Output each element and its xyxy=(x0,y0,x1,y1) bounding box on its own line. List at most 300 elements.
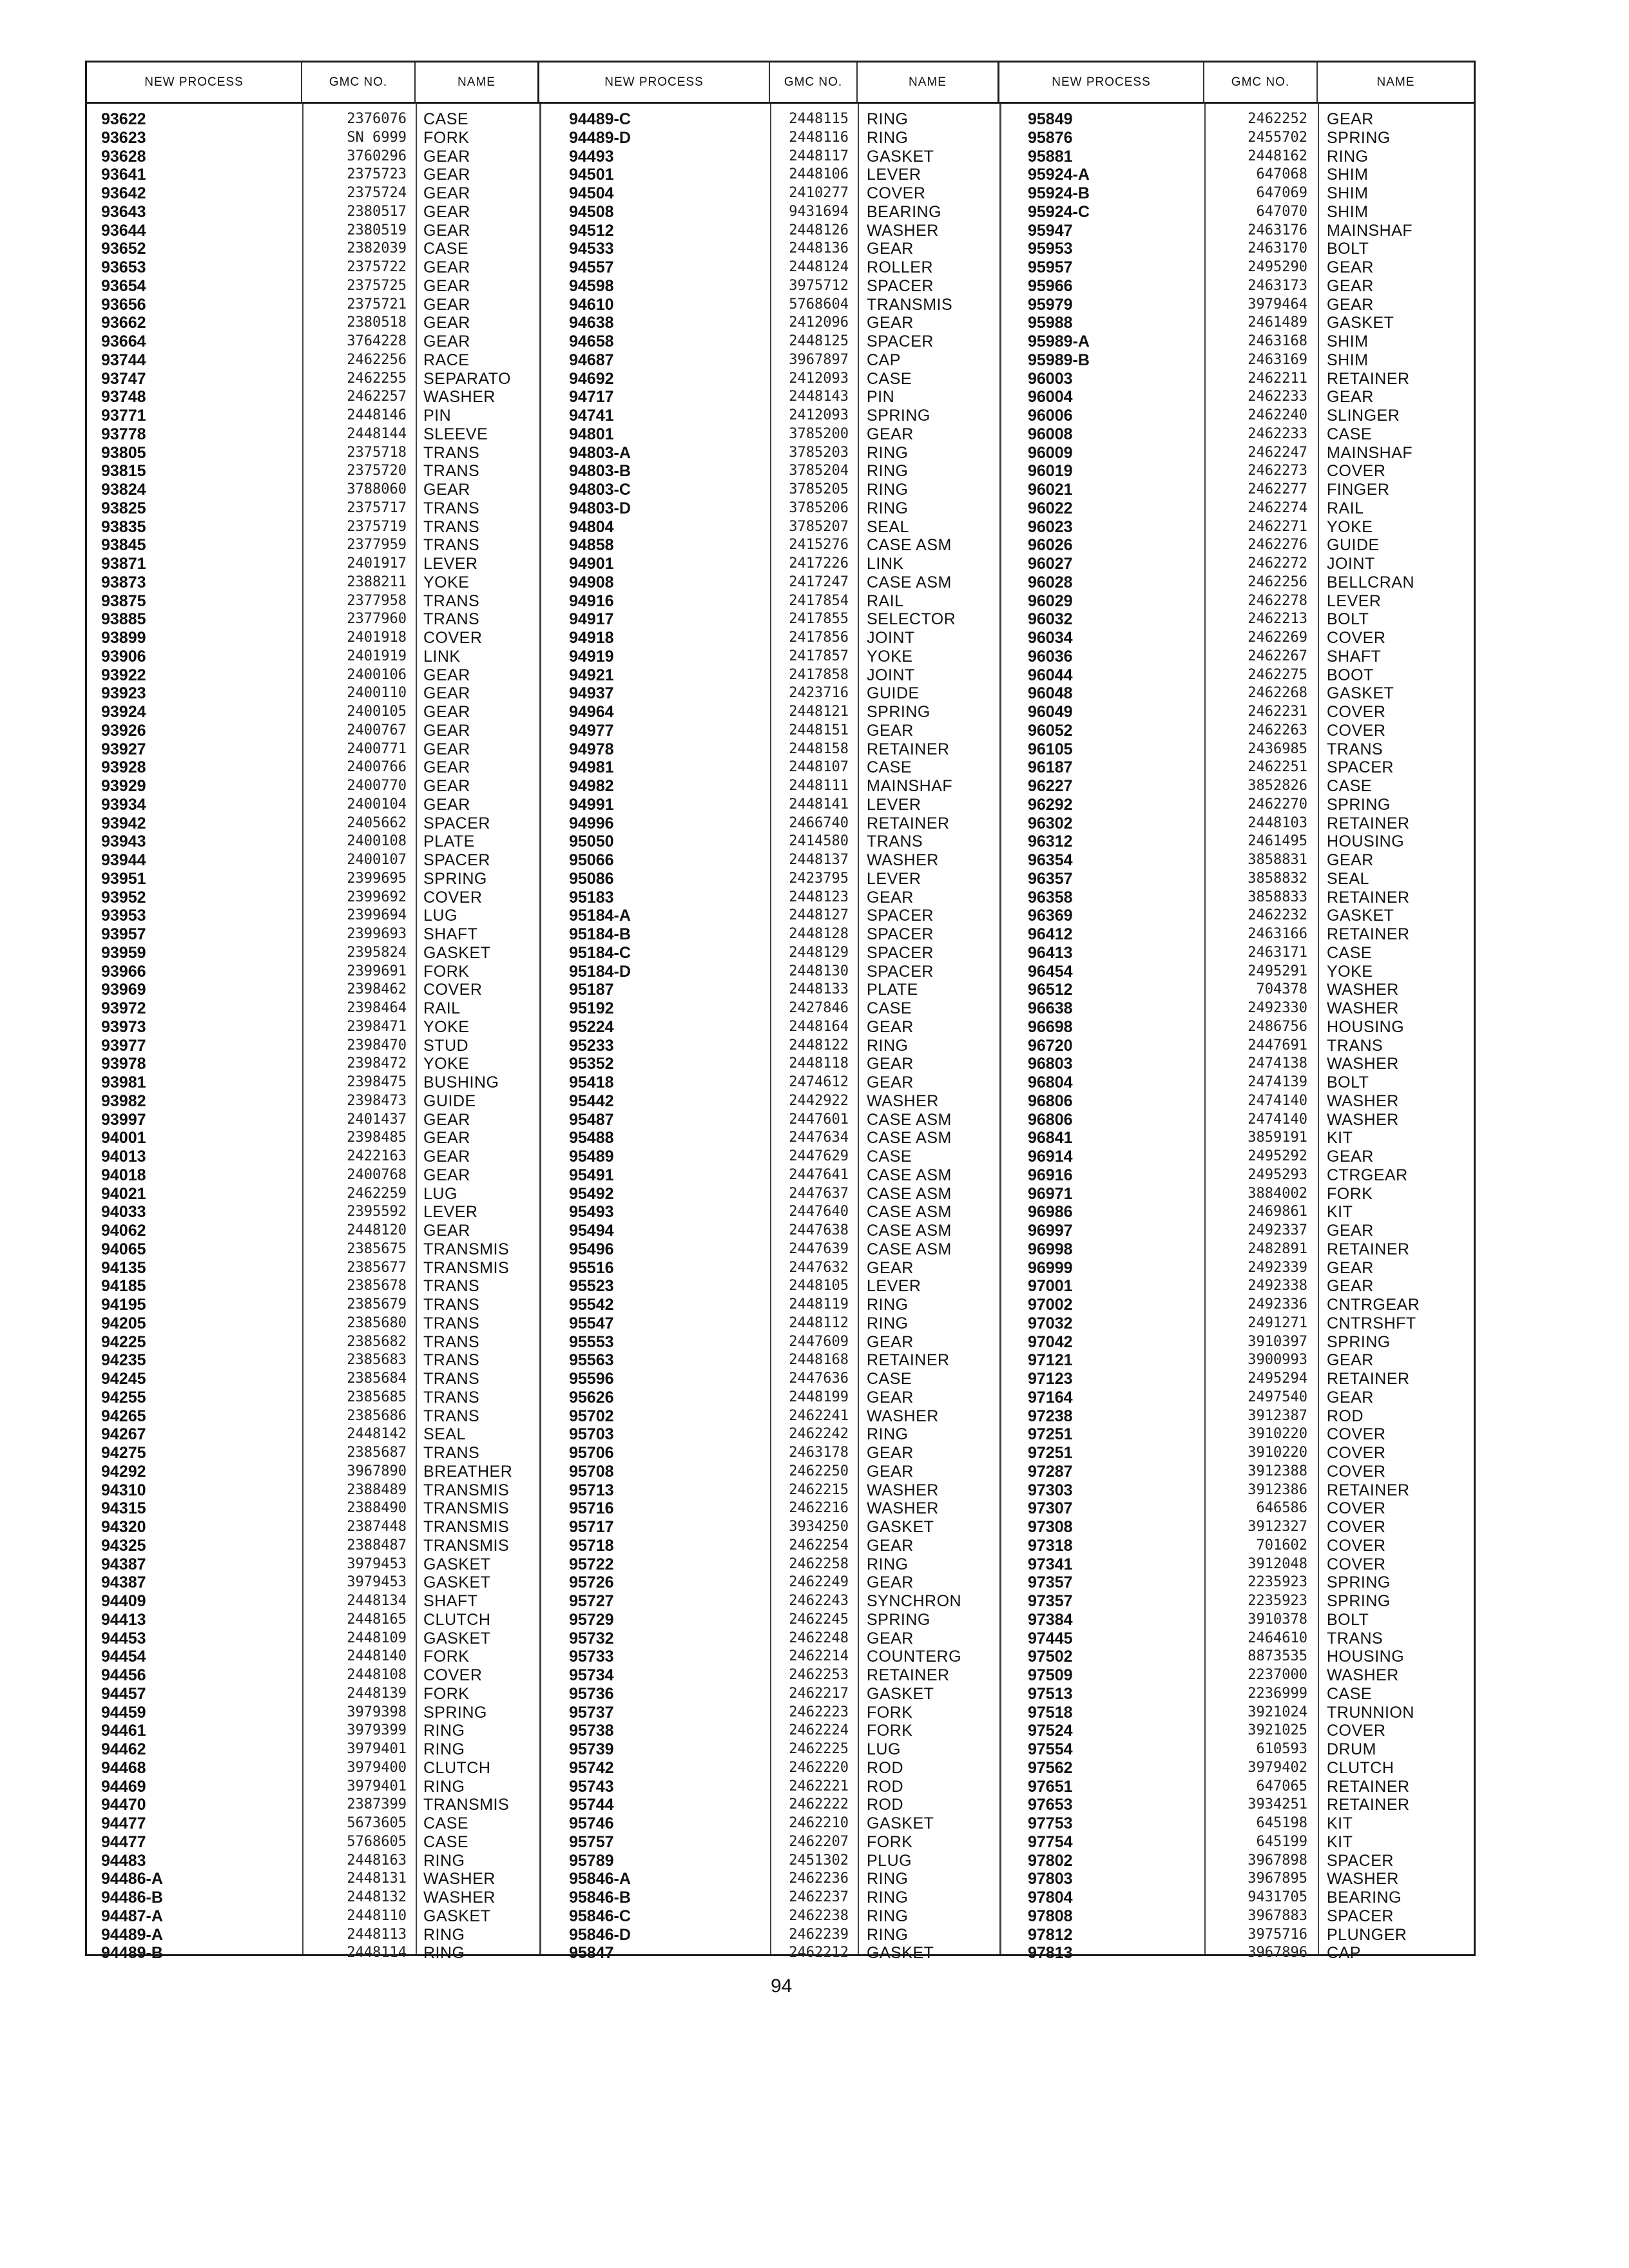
name-cell: GEAR xyxy=(867,721,914,740)
name-cell: ROD xyxy=(1327,1407,1364,1425)
new-process-cell: 94461 xyxy=(101,1722,146,1740)
gmc-no-cell: 2462213 xyxy=(1248,611,1307,628)
new-process-cell: 95523 xyxy=(569,1277,614,1296)
gmc-no-cell: 2462258 xyxy=(789,1555,849,1572)
gmc-no-cell: 2375722 xyxy=(347,259,407,275)
name-cell: GEAR xyxy=(423,1166,470,1184)
new-process-cell: 93942 xyxy=(101,814,146,832)
name-cell: LUG xyxy=(423,1184,458,1203)
new-process-cell: 94598 xyxy=(569,276,614,295)
name-cell: YOKE xyxy=(1327,517,1373,536)
new-process-cell: 94065 xyxy=(101,1240,146,1258)
gmc-no-cell: 2448103 xyxy=(1248,814,1307,831)
name-cell: WASHER xyxy=(1327,981,1399,999)
gmc-no-cell: 2399695 xyxy=(347,870,407,887)
name-cell: TRANS xyxy=(423,1370,480,1388)
new-process-cell: 93845 xyxy=(101,536,146,555)
new-process-cell: 94921 xyxy=(569,666,614,684)
gmc-no-cell: 2448158 xyxy=(789,740,849,757)
gmc-no-cell: 3967890 xyxy=(347,1463,407,1479)
new-process-cell: 94310 xyxy=(101,1481,146,1499)
gmc-no-cell: 2399693 xyxy=(347,926,407,942)
new-process-cell: 95722 xyxy=(569,1555,614,1573)
gmc-no-cell: 2462222 xyxy=(789,1796,849,1813)
name-cell: RING xyxy=(867,1888,909,1907)
name-cell: GEAR xyxy=(1327,1148,1374,1166)
new-process-cell: 96720 xyxy=(1028,1036,1073,1055)
gmc-no-cell: 5673605 xyxy=(347,1815,407,1831)
name-cell: GEAR xyxy=(867,1017,914,1036)
new-process-cell: 97042 xyxy=(1028,1332,1073,1351)
new-process-cell: 97287 xyxy=(1028,1462,1073,1481)
gmc-no-cell: 2387399 xyxy=(347,1796,407,1813)
new-process-cell: 94991 xyxy=(569,795,614,814)
name-cell: COVER xyxy=(423,629,483,647)
name-cell: RING xyxy=(423,1851,465,1870)
new-process-cell: 94320 xyxy=(101,1518,146,1536)
name-cell: TRANS xyxy=(1327,1036,1383,1055)
name-cell: TRANS xyxy=(423,462,480,481)
name-cell: SPACER xyxy=(867,276,934,295)
gmc-no-cell: 2462250 xyxy=(789,1463,849,1479)
new-process-cell: 94512 xyxy=(569,221,614,240)
new-process-cell: 95716 xyxy=(569,1499,614,1518)
new-process-cell: 95491 xyxy=(569,1166,614,1184)
name-cell: COVER xyxy=(423,981,483,999)
new-process-cell: 95924-B xyxy=(1028,184,1090,202)
gmc-no-cell: 2462231 xyxy=(1248,704,1307,720)
new-process-cell: 94387 xyxy=(101,1573,146,1592)
name-cell: LEVER xyxy=(867,166,921,184)
new-process-cell: 93644 xyxy=(101,221,146,240)
gmc-no-cell: 2462276 xyxy=(1248,537,1307,553)
name-cell: CASE ASM xyxy=(867,536,952,555)
name-cell: SPRING xyxy=(867,407,930,425)
name-cell: JOINT xyxy=(867,629,915,647)
new-process-cell: 97308 xyxy=(1028,1518,1073,1536)
new-process-cell: 93966 xyxy=(101,962,146,981)
new-process-cell: 97562 xyxy=(1028,1758,1073,1777)
new-process-cell: 94981 xyxy=(569,758,614,777)
new-process-cell: 94919 xyxy=(569,647,614,666)
gmc-no-cell: 2448124 xyxy=(789,259,849,275)
new-process-column-1 xyxy=(101,110,294,1963)
gmc-no-cell: 2417855 xyxy=(789,611,849,628)
new-process-cell: 94225 xyxy=(101,1332,146,1351)
gmc-no-cell: 647065 xyxy=(1256,1778,1307,1794)
new-process-cell: 94489-C xyxy=(569,110,631,128)
new-process-cell: 94470 xyxy=(101,1796,146,1814)
new-process-cell: 94557 xyxy=(569,258,614,276)
name-cell: YOKE xyxy=(1327,962,1373,981)
name-cell: PLUNGER xyxy=(1327,1925,1407,1944)
name-cell: LINK xyxy=(423,647,461,666)
gmc-no-cell: 2495293 xyxy=(1248,1166,1307,1183)
name-cell: COVER xyxy=(1327,1555,1386,1573)
new-process-cell: 94468 xyxy=(101,1758,146,1777)
gmc-no-cell: 2462239 xyxy=(789,1926,849,1943)
new-process-cell: 93997 xyxy=(101,1110,146,1129)
gmc-no-cell: 2385684 xyxy=(347,1370,407,1387)
new-process-cell: 94413 xyxy=(101,1610,146,1629)
name-cell: CASE ASM xyxy=(867,1240,952,1258)
gmc-no-cell: 2398475 xyxy=(347,1074,407,1090)
name-cell: TRANS xyxy=(867,832,923,851)
name-cell: CASE xyxy=(867,1148,912,1166)
name-cell: GEAR xyxy=(423,332,470,351)
new-process-cell: 93653 xyxy=(101,258,146,276)
column-divider xyxy=(416,104,417,1954)
gmc-no-cell: 2399692 xyxy=(347,889,407,905)
new-process-cell: 96036 xyxy=(1028,647,1073,666)
gmc-no-cell: 5768605 xyxy=(347,1833,407,1850)
name-cell: SHIM xyxy=(1327,351,1369,369)
new-process-cell: 95729 xyxy=(569,1610,614,1629)
gmc-no-cell: 2448128 xyxy=(789,926,849,942)
name-cell: CASE xyxy=(867,1370,912,1388)
gmc-no-cell: 2462270 xyxy=(1248,796,1307,812)
gmc-no-cell: 9431705 xyxy=(1248,1889,1307,1905)
name-cell: TRANS xyxy=(423,443,480,462)
name-cell: RETAINER xyxy=(867,814,950,832)
name-cell: WASHER xyxy=(1327,1091,1399,1110)
gmc-no-cell: 2447637 xyxy=(789,1185,849,1202)
gmc-no-cell: 3967895 xyxy=(1248,1870,1307,1887)
name-cell: LEVER xyxy=(423,1203,478,1222)
new-process-cell: 93824 xyxy=(101,481,146,499)
gmc-no-cell: 2448107 xyxy=(789,759,849,776)
gmc-no-cell: 2401918 xyxy=(347,629,407,646)
gmc-no-cell: 2388490 xyxy=(347,1500,407,1517)
new-process-cell: 96916 xyxy=(1028,1166,1073,1184)
gmc-no-cell: 2462225 xyxy=(789,1741,849,1757)
new-process-cell: 95876 xyxy=(1028,128,1073,147)
new-process-cell: 94267 xyxy=(101,1425,146,1444)
gmc-no-cell: 2382039 xyxy=(347,240,407,257)
new-process-cell: 94638 xyxy=(569,314,614,332)
name-cell: PLUG xyxy=(867,1851,912,1870)
name-cell: SHAFT xyxy=(423,1592,478,1610)
new-process-cell: 95846-A xyxy=(569,1870,631,1888)
name-cell: CASE ASM xyxy=(867,1110,952,1129)
name-cell: CASE ASM xyxy=(867,1129,952,1148)
name-cell: KIT xyxy=(1327,1129,1353,1148)
name-cell: RING xyxy=(867,110,909,128)
new-process-cell: 95050 xyxy=(569,832,614,851)
gmc-no-cell: 2448139 xyxy=(347,1685,407,1702)
new-process-cell: 95736 xyxy=(569,1684,614,1703)
name-cell: GEAR xyxy=(423,147,470,166)
name-cell: GUIDE xyxy=(1327,536,1380,555)
name-cell: GEAR xyxy=(1327,295,1374,314)
name-cell: WASHER xyxy=(867,1481,939,1499)
new-process-column-3 xyxy=(1028,110,1195,1963)
name-cell: GASKET xyxy=(1327,907,1394,925)
new-process-cell: 94803-A xyxy=(569,443,631,462)
gmc-no-cell: 2492336 xyxy=(1248,1296,1307,1312)
name-cell: FORK xyxy=(423,1684,470,1703)
name-cell: GEAR xyxy=(867,314,914,332)
new-process-cell: 94453 xyxy=(101,1629,146,1648)
new-process-cell: 94135 xyxy=(101,1258,146,1277)
new-process-cell: 94245 xyxy=(101,1370,146,1388)
gmc-no-cell: 2401919 xyxy=(347,648,407,664)
gmc-no-cell: 2375717 xyxy=(347,499,407,516)
name-cell: RING xyxy=(867,1296,909,1314)
gmc-no-cell: 3884002 xyxy=(1248,1185,1307,1202)
name-cell: SPACER xyxy=(1327,1851,1394,1870)
name-cell: MAINSHAF xyxy=(867,777,953,795)
name-cell: GEAR xyxy=(423,703,470,721)
gmc-no-cell: SN 6999 xyxy=(347,129,407,146)
name-cell: COUNTERG xyxy=(867,1648,962,1666)
gmc-no-cell: 2448108 xyxy=(347,1667,407,1683)
gmc-no-cell: 2448112 xyxy=(789,1314,849,1331)
name-cell: RAIL xyxy=(423,999,461,1017)
name-cell: CNTRGEAR xyxy=(1327,1296,1420,1314)
gmc-no-cell: 2462237 xyxy=(789,1889,849,1905)
new-process-cell: 94483 xyxy=(101,1851,146,1870)
name-cell: RING xyxy=(1327,147,1369,166)
gmc-no-cell: 2400108 xyxy=(347,833,407,850)
name-cell: SHIM xyxy=(1327,184,1369,202)
new-process-cell: 93929 xyxy=(101,777,146,795)
name-cell: GEAR xyxy=(423,481,470,499)
gmc-no-cell: 2495291 xyxy=(1248,963,1307,979)
new-process-cell: 95846-B xyxy=(569,1888,631,1907)
new-process-cell: 96638 xyxy=(1028,999,1073,1017)
new-process-cell: 94387 xyxy=(101,1555,146,1573)
new-process-cell: 95442 xyxy=(569,1091,614,1110)
new-process-cell: 95233 xyxy=(569,1036,614,1055)
new-process-cell: 95947 xyxy=(1028,221,1073,240)
gmc-no-cell: 3934250 xyxy=(789,1519,849,1535)
gmc-no-cell: 2455702 xyxy=(1248,129,1307,146)
new-process-cell: 93943 xyxy=(101,832,146,851)
name-cell: SHAFT xyxy=(423,925,478,943)
new-process-cell: 95542 xyxy=(569,1296,614,1314)
new-process-cell: 93875 xyxy=(101,591,146,610)
gmc-no-cell: 2385682 xyxy=(347,1333,407,1350)
gmc-no-cell: 2462278 xyxy=(1248,592,1307,609)
gmc-no-cell: 2447609 xyxy=(789,1333,849,1350)
name-cell: BOLT xyxy=(1327,610,1369,629)
new-process-cell: 95086 xyxy=(569,869,614,888)
name-cell: YOKE xyxy=(423,1017,470,1036)
name-cell: SPRING xyxy=(1327,1592,1391,1610)
name-cell: TRANS xyxy=(423,1351,480,1370)
new-process-cell: 97518 xyxy=(1028,1703,1073,1722)
gmc-no-cell: 2398471 xyxy=(347,1018,407,1035)
name-cell: COVER xyxy=(1327,1499,1386,1518)
name-cell: TRANS xyxy=(423,1407,480,1425)
name-cell: YOKE xyxy=(423,573,470,591)
gmc-no-cell: 2375719 xyxy=(347,518,407,535)
name-cell: GEAR xyxy=(1327,1388,1374,1407)
name-cell: GEAR xyxy=(423,314,470,332)
name-cell: SPACER xyxy=(867,907,934,925)
new-process-cell: 94964 xyxy=(569,703,614,721)
new-process-cell: 96354 xyxy=(1028,851,1073,869)
gmc-no-cell: 5768604 xyxy=(789,296,849,312)
gmc-no-cell: 2237000 xyxy=(1248,1667,1307,1683)
new-process-cell: 94493 xyxy=(569,147,614,166)
name-cell: SEPARATO xyxy=(423,369,511,388)
header-name: NAME xyxy=(416,62,539,104)
new-process-cell: 95742 xyxy=(569,1758,614,1777)
gmc-no-cell: 2447641 xyxy=(789,1166,849,1183)
name-cell: RING xyxy=(867,481,909,499)
gmc-no-cell: 3979399 xyxy=(347,1722,407,1739)
name-cell: LEVER xyxy=(867,869,921,888)
name-cell: CASE ASM xyxy=(867,1184,952,1203)
new-process-cell: 94486-A xyxy=(101,1870,163,1888)
header-new-process: NEW PROCESS xyxy=(999,62,1204,104)
new-process-cell: 94195 xyxy=(101,1296,146,1314)
new-process-cell: 94457 xyxy=(101,1684,146,1703)
name-cell: WASHER xyxy=(867,1091,939,1110)
name-cell: TRANS xyxy=(423,1314,480,1332)
name-cell: TRANS xyxy=(423,1332,480,1351)
name-cell: CASE xyxy=(423,240,469,258)
name-cell: BOLT xyxy=(1327,1610,1369,1629)
gmc-no-cell: 3967883 xyxy=(1248,1907,1307,1924)
gmc-no-cell: 2422163 xyxy=(347,1148,407,1164)
name-cell: RING xyxy=(867,1870,909,1888)
gmc-no-cell: 2400107 xyxy=(347,852,407,868)
new-process-cell: 94489-A xyxy=(101,1925,163,1944)
name-cell: SPACER xyxy=(867,925,934,943)
gmc-no-cell: 2448151 xyxy=(789,722,849,738)
gmc-no-cell: 2451302 xyxy=(789,1852,849,1869)
gmc-no-cell: 2387448 xyxy=(347,1519,407,1535)
gmc-no-cell: 2448137 xyxy=(789,852,849,868)
new-process-cell: 97524 xyxy=(1028,1722,1073,1740)
gmc-no-cell: 2462274 xyxy=(1248,499,1307,516)
gmc-no-cell: 3785206 xyxy=(789,499,849,516)
name-cell: RING xyxy=(867,1907,909,1925)
gmc-no-cell: 2385678 xyxy=(347,1278,407,1294)
new-process-cell: 96998 xyxy=(1028,1240,1073,1258)
name-cell: RETAINER xyxy=(1327,1240,1410,1258)
new-process-cell: 97251 xyxy=(1028,1444,1073,1462)
new-process-cell: 96028 xyxy=(1028,573,1073,591)
gmc-no-cell: 3934251 xyxy=(1248,1796,1307,1813)
name-cell: PLATE xyxy=(423,832,475,851)
gmc-no-cell: 2400767 xyxy=(347,722,407,738)
name-cell: GEAR xyxy=(867,1258,914,1277)
gmc-no-cell: 2462248 xyxy=(789,1629,849,1646)
name-cell: GEAR xyxy=(423,295,470,314)
name-cell: TRANSMIS xyxy=(423,1796,510,1814)
gmc-no-cell: 2398473 xyxy=(347,1092,407,1109)
new-process-cell: 95516 xyxy=(569,1258,614,1277)
gmc-no-cell: 2448162 xyxy=(1248,148,1307,164)
name-cell: HOUSING xyxy=(1327,1648,1405,1666)
gmc-no-cell: 2462220 xyxy=(789,1759,849,1776)
gmc-no-cell: 2448119 xyxy=(789,1296,849,1312)
name-cell: SPRING xyxy=(867,1610,930,1629)
gmc-no-cell: 645198 xyxy=(1256,1815,1307,1831)
new-process-cell: 94803-D xyxy=(569,499,631,517)
gmc-no-cell: 2377960 xyxy=(347,611,407,628)
new-process-cell: 96971 xyxy=(1028,1184,1073,1203)
name-cell: SPRING xyxy=(1327,795,1391,814)
new-process-cell: 96804 xyxy=(1028,1073,1073,1091)
gmc-no-cell: 2395592 xyxy=(347,1204,407,1220)
new-process-cell: 93652 xyxy=(101,240,146,258)
name-cell: GUIDE xyxy=(423,1091,476,1110)
new-process-cell: 96512 xyxy=(1028,981,1073,999)
gmc-no-cell: 2448120 xyxy=(347,1222,407,1238)
name-cell: FORK xyxy=(867,1722,913,1740)
gmc-no-cell: 2398464 xyxy=(347,1000,407,1016)
gmc-no-cell: 2462254 xyxy=(789,1537,849,1553)
gmc-no-cell: 2398472 xyxy=(347,1055,407,1072)
new-process-cell: 96292 xyxy=(1028,795,1073,814)
new-process-cell: 94937 xyxy=(569,684,614,703)
new-process-cell: 94462 xyxy=(101,1740,146,1758)
gmc-no-cell: 3967896 xyxy=(1248,1945,1307,1961)
gmc-no-cell: 2448126 xyxy=(789,222,849,238)
gmc-no-cell: 2462215 xyxy=(789,1481,849,1498)
name-cell: GEAR xyxy=(423,777,470,795)
name-cell: GEAR xyxy=(1327,110,1374,128)
name-cell: CASE xyxy=(1327,777,1373,795)
gmc-no-cell: 3979401 xyxy=(347,1778,407,1794)
new-process-cell: 97445 xyxy=(1028,1629,1073,1648)
gmc-no-cell: 2235923 xyxy=(1248,1574,1307,1591)
name-cell: GEAR xyxy=(867,1073,914,1091)
new-process-cell: 97032 xyxy=(1028,1314,1073,1332)
gmc-no-cell: 2436985 xyxy=(1248,740,1307,757)
gmc-no-cell: 2376076 xyxy=(347,111,407,127)
header-new-process: NEW PROCESS xyxy=(87,62,302,104)
new-process-cell: 95881 xyxy=(1028,147,1073,166)
name-cell: CLUTCH xyxy=(423,1610,491,1629)
new-process-cell: 93871 xyxy=(101,555,146,573)
gmc-no-cell: 2474612 xyxy=(789,1074,849,1090)
new-process-cell: 96026 xyxy=(1028,536,1073,555)
gmc-no-cell: 3912387 xyxy=(1248,1407,1307,1424)
new-process-cell: 97803 xyxy=(1028,1870,1073,1888)
gmc-no-cell: 2462252 xyxy=(1248,111,1307,127)
gmc-no-cell: 2400771 xyxy=(347,740,407,757)
gmc-no-cell: 2448118 xyxy=(789,1055,849,1072)
name-cell: TRANSMIS xyxy=(423,1240,510,1258)
new-process-cell: 94918 xyxy=(569,629,614,647)
gmc-no-cell: 3912327 xyxy=(1248,1519,1307,1535)
new-process-cell: 93972 xyxy=(101,999,146,1017)
name-cell: SHIM xyxy=(1327,202,1369,221)
name-cell: YOKE xyxy=(867,647,913,666)
name-cell: DRUM xyxy=(1327,1740,1376,1758)
new-process-cell: 96009 xyxy=(1028,443,1073,462)
new-process-cell: 94292 xyxy=(101,1462,146,1481)
new-process-cell: 97341 xyxy=(1028,1555,1073,1573)
new-process-cell: 96914 xyxy=(1028,1148,1073,1166)
new-process-cell: 93928 xyxy=(101,758,146,777)
name-cell: KIT xyxy=(1327,1203,1353,1222)
name-cell: WASHER xyxy=(1327,999,1399,1017)
name-cell: MAINSHAF xyxy=(1327,443,1413,462)
name-cell: GEAR xyxy=(1327,1222,1374,1240)
name-cell: SPRING xyxy=(423,869,487,888)
new-process-cell: 93951 xyxy=(101,869,146,888)
name-cell: BREATHER xyxy=(423,1462,513,1481)
new-process-cell: 97123 xyxy=(1028,1370,1073,1388)
gmc-no-cell: 2462251 xyxy=(1248,759,1307,776)
